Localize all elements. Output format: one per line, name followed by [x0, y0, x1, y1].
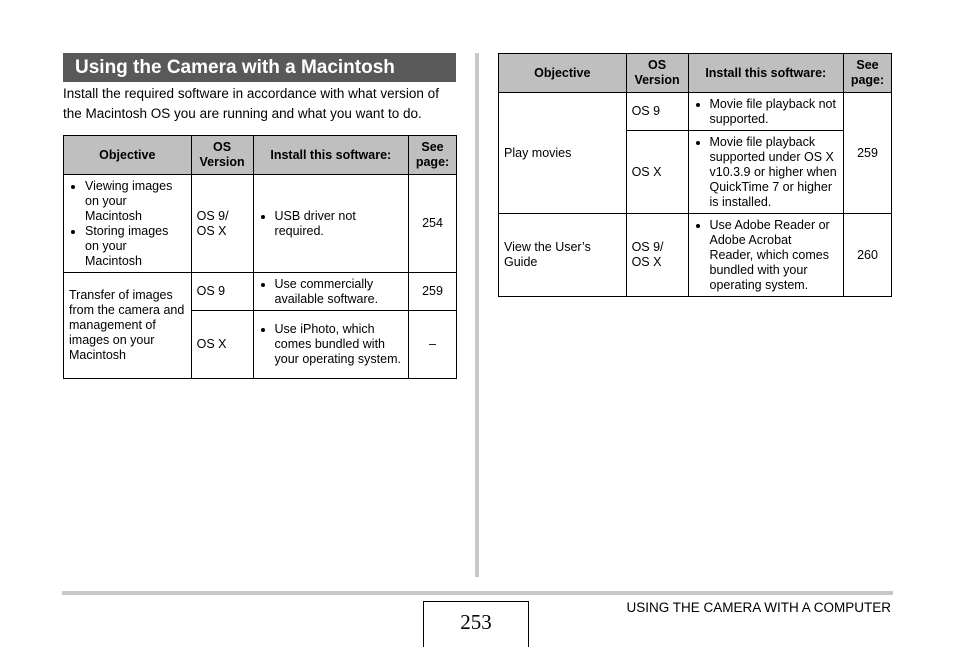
objective-cell [64, 175, 192, 273]
page-cell: 254 [409, 175, 457, 273]
list-item: • Movie file playback not supported. [710, 97, 839, 127]
page-cell: 260 [844, 214, 892, 297]
page-cell: 259 [409, 273, 457, 311]
software-cell [253, 311, 409, 379]
header-see-page [844, 54, 892, 93]
chapter-title: USING THE CAMERA WITH A COMPUTER [626, 600, 891, 615]
objective-cell: View the User’s Guide [499, 214, 627, 297]
header-os-line1: OS [648, 58, 667, 72]
table-header-row [499, 54, 892, 93]
page-cell: – [409, 311, 457, 379]
mac-software-table-2 [498, 53, 892, 297]
header-os-version [191, 136, 253, 175]
os-cell: OS 9 [626, 93, 688, 131]
header-see-line1: See [421, 140, 444, 154]
intro-paragraph: Install the required software in accordance with what version of the Macintosh OS you are running and what you want to do. [63, 86, 439, 121]
list-item: • Storing images on your Macintosh [85, 224, 186, 269]
os-cell: OS 9/ OS X [191, 175, 253, 273]
header-objective: Objective [64, 136, 192, 175]
table-row [64, 273, 457, 311]
software-cell [688, 93, 844, 131]
mac-software-table-1 [63, 135, 457, 379]
software-cell [688, 131, 844, 214]
table-header-row [64, 136, 457, 175]
os-cell: OS X [191, 311, 253, 379]
header-os-line1: OS [213, 140, 232, 154]
list-item: • Use commercially available software. [275, 277, 404, 307]
software-cell [688, 214, 844, 297]
header-os-line2: Version [199, 155, 245, 169]
header-os-line2: Version [634, 73, 680, 87]
os-cell: OS X [626, 131, 688, 214]
column-divider [475, 53, 479, 577]
table-row [64, 175, 457, 273]
list-item: • Use Adobe Reader or Adobe Acrobat Reader, which comes bundled with your operating system. [710, 218, 839, 293]
header-see-line2: page: [415, 155, 450, 169]
table-row [499, 93, 892, 131]
list-item: • Use iPhoto, which comes bundled with your operating system. [275, 322, 404, 367]
table-row [499, 214, 892, 297]
header-os-version [626, 54, 688, 93]
footer-rule [62, 591, 893, 595]
software-cell [253, 175, 409, 273]
objective-cell: Play movies [499, 93, 627, 214]
header-install: Install this software: [688, 54, 844, 93]
header-install: Install this software: [253, 136, 409, 175]
objective-cell: Transfer of images from the camera and management of images on your Macintosh [64, 273, 192, 379]
software-cell [253, 273, 409, 311]
list-item: • USB driver not required. [275, 209, 404, 239]
os-cell: OS 9 [191, 273, 253, 311]
list-item: • Movie file playback supported under OS X v10.3.9 or higher when QuickTime 7 or higher is installed. [710, 135, 839, 210]
page-number: 253 [423, 601, 529, 647]
header-see-line2: page: [850, 73, 885, 87]
list-item: • Viewing images on your Macintosh [85, 179, 186, 224]
header-objective: Objective [499, 54, 627, 93]
section-title: Using the Camera with a Macintosh [63, 53, 456, 82]
header-see-line1: See [856, 58, 879, 72]
page-cell: 259 [844, 93, 892, 214]
header-see-page [409, 136, 457, 175]
os-cell: OS 9/ OS X [626, 214, 688, 297]
